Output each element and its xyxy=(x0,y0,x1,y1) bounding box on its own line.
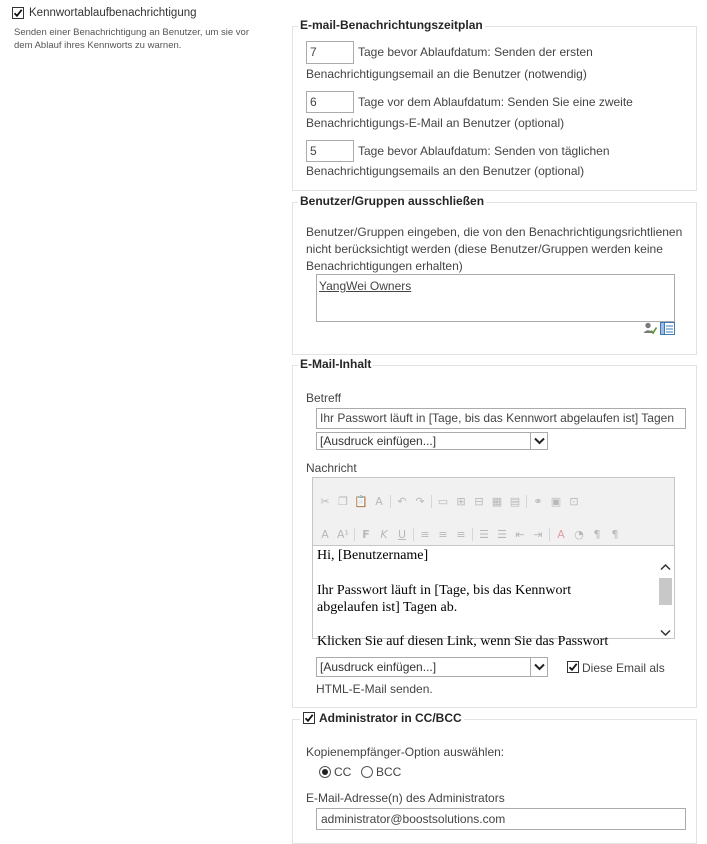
html-email-label-2: HTML-E-Mail senden. xyxy=(316,682,433,696)
subject-label: Betreff xyxy=(306,391,342,405)
toolbar-divider xyxy=(413,528,414,541)
insert-row-icon[interactable]: ⊞ xyxy=(456,494,466,508)
message-line-expiry-2: abgelaufen ist] Tagen ab. xyxy=(317,600,458,615)
text-color-icon[interactable]: A xyxy=(557,527,565,541)
bullet-list-icon[interactable]: ☰ xyxy=(497,527,507,541)
editor-toolbar-row-1 xyxy=(318,494,581,508)
rtl-icon[interactable]: ¶ xyxy=(611,527,619,541)
editor-toolbar-row-2 xyxy=(318,527,622,541)
second-notification-text-2: Benachrichtigungs-E-Mail an Benutzer (optional) xyxy=(306,116,565,130)
daily-notification-text-2: Benachrichtigungsemails an den Benutzer (optional) xyxy=(306,164,585,178)
first-notification-days-input[interactable]: 7 xyxy=(306,41,354,64)
message-label: Nachricht xyxy=(306,461,357,475)
first-notification-text: Tage bevor Ablaufdatum: Senden der ersten xyxy=(358,45,593,59)
daily-notification-text: Tage bevor Ablaufdatum: Senden von täglichen xyxy=(358,144,610,158)
insert-column-icon[interactable]: ⊟ xyxy=(474,494,484,508)
toolbar-divider xyxy=(390,495,391,508)
message-line-expiry: Ihr Passwort läuft in [Tage, bis das Kennwort xyxy=(317,583,572,598)
insert-table-grid-icon[interactable]: ⊡ xyxy=(569,494,579,508)
toolbar-divider xyxy=(431,495,432,508)
redo-icon[interactable]: ↷ xyxy=(415,494,425,508)
scroll-thumb[interactable] xyxy=(659,578,672,605)
message-insert-select[interactable] xyxy=(316,657,548,677)
exclude-legend: Benutzer/Gruppen ausschließen xyxy=(300,194,485,208)
merge-cells-icon[interactable]: ▦ xyxy=(491,494,503,508)
second-notification-text: Tage vor dem Ablaufdatum: Senden Sie eine zweite xyxy=(358,95,633,109)
schedule-legend: E-mail-Benachrichtungszeitplan xyxy=(300,18,483,32)
toolbar-divider xyxy=(472,528,473,541)
checkmark-icon xyxy=(568,662,578,672)
ltr-icon[interactable]: ¶ xyxy=(593,527,601,541)
numbered-list-icon[interactable]: ☰ xyxy=(479,527,489,541)
people-picker-entry[interactable]: YangWei Owners xyxy=(319,279,412,293)
insert-image-icon[interactable]: ▣ xyxy=(550,494,562,508)
align-left-icon[interactable]: ≡ xyxy=(420,527,430,541)
underline-icon[interactable]: U xyxy=(397,527,407,541)
insert-link-icon[interactable]: ⚭ xyxy=(533,494,543,508)
scroll-up-icon[interactable] xyxy=(660,560,671,574)
toolbar-divider xyxy=(354,528,355,541)
chevron-down-icon xyxy=(530,433,547,449)
admin-address-input[interactable]: administrator@boostsolutions.com xyxy=(316,808,686,830)
exclude-description: Benutzer/Gruppen eingeben, die von den Benachrichtigungsrichtlienen nicht berücksichtigt werden (diese Benutzer/Gruppen werden keine Benachrichtigungen erhalten) xyxy=(306,225,683,273)
highlight-color-icon[interactable]: ◔ xyxy=(574,527,584,541)
message-insert-value: [Ausdruck einfügen...] xyxy=(320,660,437,674)
paste-icon[interactable]: 📋 xyxy=(354,494,368,508)
message-body-area[interactable] xyxy=(312,545,675,649)
undo-icon[interactable]: ↶ xyxy=(397,494,407,508)
first-notification-text-2: Benachrichtigungsemail an die Benutzer (notwendig) xyxy=(306,67,587,81)
split-cells-icon[interactable]: ▤ xyxy=(509,494,521,508)
subject-insert-value: [Ausdruck einfügen...] xyxy=(320,434,437,448)
admin-address-label: E-Mail-Adresse(n) des Administrators xyxy=(306,791,505,805)
password-expiry-checkbox[interactable] xyxy=(12,7,24,19)
insert-table-icon[interactable]: ▭ xyxy=(437,494,449,508)
exclude-people-picker[interactable] xyxy=(316,274,675,322)
content-legend: E-Mail-Inhalt xyxy=(300,357,372,371)
html-email-label: Diese Email als xyxy=(582,661,665,675)
password-expiry-label: Kennwortablaufbenachrichtigung xyxy=(29,7,197,19)
bcc-radio[interactable] xyxy=(361,766,373,778)
align-right-icon[interactable]: ≡ xyxy=(456,527,466,541)
message-line-link: Klicken Sie auf diesen Link, wenn Sie das Passwort xyxy=(317,634,609,649)
browse-address-book-icon[interactable] xyxy=(660,322,675,338)
message-scrollbar[interactable] xyxy=(657,546,674,638)
toolbar-divider xyxy=(526,495,527,508)
subject-input[interactable]: Ihr Passwort läuft in [Tage, bis das Kennwort abgelaufen ist] Tagen xyxy=(316,408,686,429)
spelling-icon[interactable]: A xyxy=(375,494,383,508)
increase-indent-icon[interactable]: ⇥ xyxy=(533,527,543,541)
copy-option-label: Kopienempfänger-Option auswählen: xyxy=(306,745,505,759)
toolbar-divider xyxy=(549,528,550,541)
scroll-down-icon[interactable] xyxy=(660,626,671,640)
second-notification-days-input[interactable]: 6 xyxy=(306,91,354,113)
subject-insert-select[interactable] xyxy=(316,432,548,450)
cut-icon[interactable]: ✂ xyxy=(320,494,330,508)
checkmark-icon xyxy=(13,8,23,18)
font-size-icon[interactable]: A¹ xyxy=(337,527,349,541)
checkmark-icon xyxy=(304,713,314,723)
password-expiry-description: Senden einer Benachrichtigung an Benutzer, um sie vor dem Ablauf ihres Kennworts zu warnen. xyxy=(14,27,250,51)
bcc-radio-label: BCC xyxy=(376,765,402,779)
copy-icon[interactable]: ❐ xyxy=(338,494,348,508)
decrease-indent-icon[interactable]: ⇤ xyxy=(515,527,525,541)
align-center-icon[interactable]: ≡ xyxy=(438,527,448,541)
html-email-checkbox[interactable] xyxy=(567,661,579,673)
admin-cc-checkbox[interactable] xyxy=(303,712,315,724)
chevron-down-icon xyxy=(530,658,547,676)
font-icon[interactable]: A xyxy=(321,527,329,541)
admin-legend: Administrator in CC/BCC xyxy=(300,711,464,725)
cc-radio-label: CC xyxy=(334,765,352,779)
daily-notification-days-input[interactable]: 5 xyxy=(306,140,354,162)
italic-icon[interactable]: K xyxy=(380,527,388,541)
bold-icon[interactable]: F xyxy=(362,527,370,541)
cc-radio[interactable] xyxy=(319,766,331,778)
check-names-icon[interactable] xyxy=(643,322,657,338)
message-line-greeting: Hi, [Benutzername] xyxy=(317,548,429,563)
